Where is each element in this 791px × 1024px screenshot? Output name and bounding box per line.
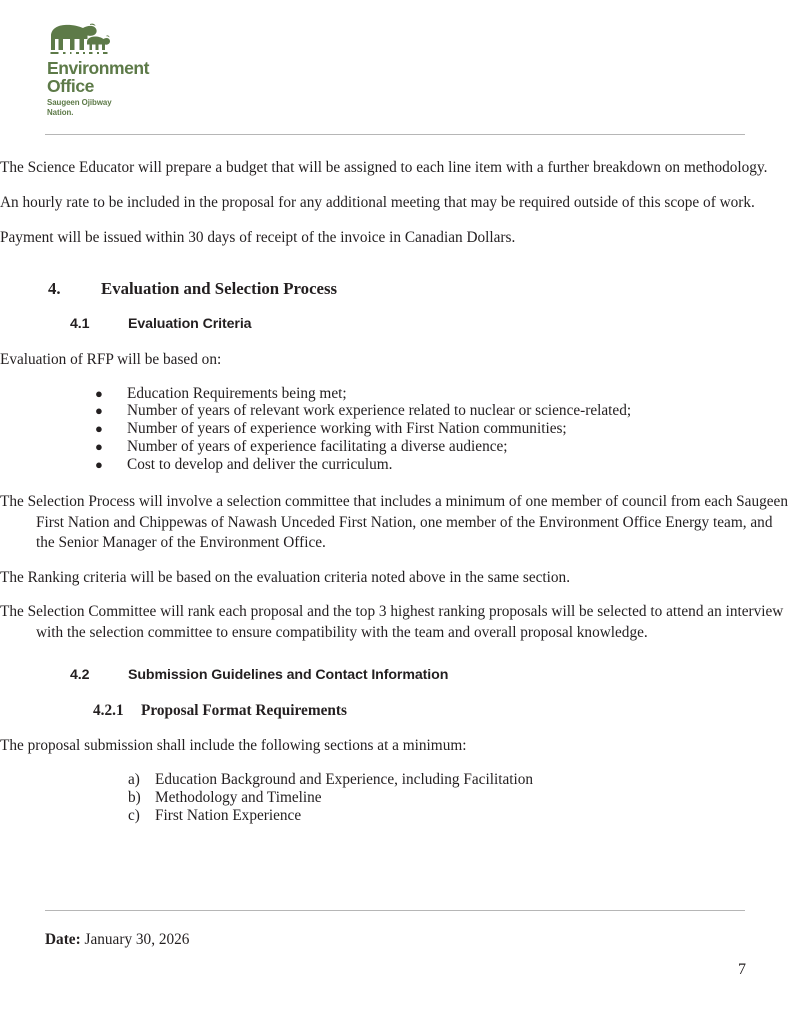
paragraph-selection-process: The Selection Process will involve a selection committee that includes a minimum of one member of council from each Saugeen First Nation and Chippewas of Nawash Unceded First Nation, one member of the Environment Office Energy team, and the Senior Manager of the Environment Office. (0, 493, 788, 551)
heading-section-4-2-1-title: Proposal Format Requirements (141, 701, 347, 719)
list-item-text: Number of years of relevant work experience related to nuclear or science-related; (127, 402, 632, 420)
bullet-icon: ● (95, 403, 103, 419)
paragraph-budget: The Science Educator will prepare a budget that will be assigned to each line item with a further breakdown on methodology. (0, 159, 768, 176)
logo-sub-line1: Saugeen Ojibway (47, 98, 112, 107)
bullet-icon: ● (95, 456, 103, 472)
list-item (95, 437, 741, 456)
document-date (45, 930, 189, 949)
paragraph-proposal-lead-in: The proposal submission shall include the following sections at a minimum: (0, 736, 467, 754)
paragraph-hourly-rate: An hourly rate to be included in the proposal for any additional meeting that may be required outside of this scope of work. (0, 193, 755, 211)
heading-section-4 (48, 279, 791, 299)
heading-section-4-1-number: 4.1 (70, 315, 90, 332)
evaluation-criteria-list (0, 385, 791, 474)
heading-section-4-2-title: Submission Guidelines and Contact Information (128, 666, 449, 683)
logo-word-line1: Environment (47, 58, 150, 78)
page-header (45, 22, 745, 127)
footer-divider (45, 910, 745, 911)
organization-logo (47, 22, 237, 117)
logo-subtitle (47, 98, 237, 117)
list-item (95, 384, 741, 403)
header-divider (45, 134, 745, 135)
list-item-marker: c) (128, 807, 140, 825)
heading-section-4-1 (70, 315, 791, 333)
list-item-text: Cost to develop and deliver the curriculum. (127, 455, 393, 473)
list-item-text: Methodology and Timeline (155, 788, 322, 806)
list-item (128, 807, 741, 825)
list-item-text: Education Requirements being met; (127, 384, 347, 402)
heading-section-4-2-1 (93, 701, 791, 720)
heading-section-4-2-number: 4.2 (70, 666, 90, 683)
document-body (0, 158, 791, 825)
paragraph-ranking-criteria: The Ranking criteria will be based on the evaluation criteria noted above in the same section. (0, 568, 571, 586)
paragraph-selection-committee: The Selection Committee will rank each proposal and the top 3 highest ranking proposals will be selected to attend an interview with the selection committee to ensure compatibility with the team and overall proposal knowledge. (0, 603, 784, 641)
bullet-icon: ● (95, 421, 103, 437)
list-item (128, 788, 741, 807)
two-bears-silhouette-icon (48, 22, 111, 55)
paragraph-evaluation-lead-in: Evaluation of RFP will be based on: (0, 350, 222, 368)
list-item (95, 402, 741, 420)
list-item (95, 455, 741, 474)
heading-section-4-2 (70, 666, 791, 684)
date-value: January 30, 2026 (84, 931, 190, 948)
heading-section-4-2-1-number: 4.2.1 (93, 701, 124, 719)
heading-section-4-title: Evaluation and Selection Process (101, 278, 338, 298)
list-item (95, 420, 741, 438)
page-number: 7 (738, 961, 746, 978)
list-item-text: Education Background and Experience, including Facilitation (155, 770, 534, 788)
list-item (128, 770, 741, 789)
logo-wordmark (47, 60, 237, 95)
bullet-icon: ● (95, 385, 103, 401)
list-item-text: Number of years of experience working with First Nation communities; (127, 420, 567, 438)
paragraph-payment: Payment will be issued within 30 days of receipt of the invoice in Canadian Dollars. (0, 228, 516, 246)
heading-section-4-number: 4. (48, 278, 61, 298)
logo-word-line2: Office (47, 75, 94, 96)
bullet-icon: ● (95, 438, 103, 454)
proposal-sections-list (0, 771, 791, 826)
list-item-text: First Nation Experience (155, 807, 302, 825)
logo-sub-line2: Nation. (47, 107, 74, 117)
date-label: Date: (45, 931, 81, 948)
heading-section-4-1-title: Evaluation Criteria (128, 315, 252, 332)
list-item-text: Number of years of experience facilitating a diverse audience; (127, 437, 508, 455)
list-item-marker: b) (128, 788, 141, 806)
list-item-marker: a) (128, 770, 140, 788)
